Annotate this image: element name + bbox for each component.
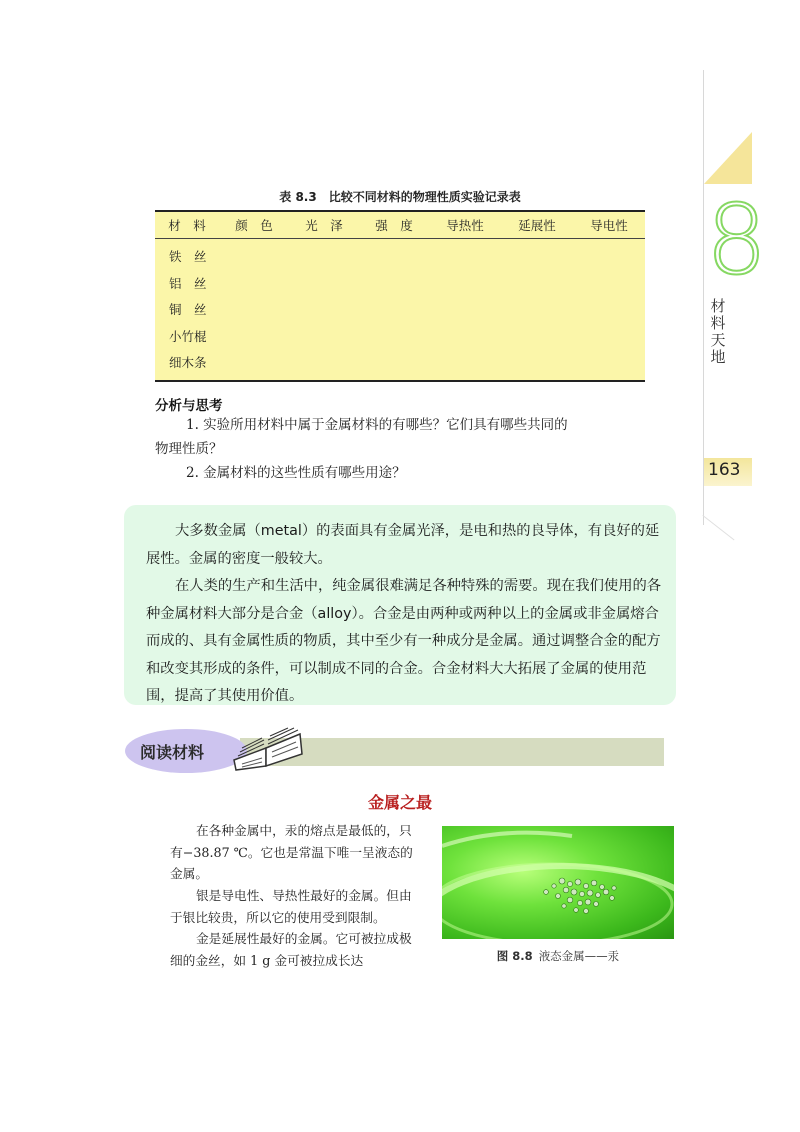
- chapter-number: 8: [706, 184, 768, 296]
- margin-triangle: [704, 132, 752, 184]
- header-cell: 颜 色: [235, 218, 273, 233]
- mercury-photo: [442, 826, 674, 939]
- header-cell: 导电性: [590, 218, 628, 233]
- question-1-line-2: 物理性质？: [155, 441, 223, 457]
- header-cell: 材 料: [168, 218, 206, 233]
- header-cell: 光 泽: [305, 218, 343, 233]
- table-row: 铁 丝: [169, 249, 207, 264]
- table-row: 小竹棍: [169, 328, 207, 344]
- header-cell: 导热性: [446, 218, 484, 233]
- chapter-title: 材料天地: [710, 297, 726, 366]
- summary-paragraph-2: 在人类的生产和生活中，纯金属很难满足各种特殊的需要。现在我们使用的各种金属材料大部分是合金（alloy）。合金是由两种或两种以上的金属或非金属熔合而成的、具有金属性质的物质，其中至少有一种成分是金属。通过调整合金的配方和改变其形成的条件，可以制成不同的合金。合金材料大大拓展了金属的使用范围，提高了其使用价值。: [146, 578, 662, 704]
- table-row: 铜 丝: [169, 302, 207, 318]
- margin-line-corner: [702, 515, 734, 540]
- summary-paragraph-1: 大多数金属（metal）的表面具有金属光泽，是电和热的良导体，有良好的延展性。金属的密度一般较大。: [146, 523, 660, 567]
- question-2: 2. 金属材料的这些性质有哪些用途？: [186, 465, 406, 481]
- page-number: 163: [708, 460, 741, 480]
- table-header-row: [155, 212, 645, 239]
- figure-caption-text: 液态金属——汞: [538, 949, 620, 963]
- question-1-line-1: 1. 实验所用材料中属于金属材料的有哪些？它们具有哪些共同的: [186, 417, 568, 433]
- reading-title: 金属之最: [367, 793, 432, 812]
- table-row: 铝 丝: [169, 275, 207, 291]
- record-table: [155, 210, 645, 382]
- table-body: [155, 239, 645, 380]
- reading-paragraph-1: 在各种金属中，汞的熔点是最低的，只有−38.87 ℃。它也是常温下唯一呈液态的金属。: [170, 823, 413, 881]
- header-cell: 延展性: [518, 218, 556, 233]
- reading-paragraph-2: 银是导电性、导热性最好的金属。但由于银比较贵，所以它的使用受到限制。: [170, 888, 412, 925]
- table-row: 细木条: [169, 355, 207, 371]
- open-book-icon: [228, 722, 308, 774]
- header-cell: 强 度: [375, 218, 413, 233]
- figure-label: 图 8.8: [496, 949, 533, 963]
- reading-paragraph-3: 金是延展性最好的金属。它可被拉成极细的金丝，如 1 g 金可被拉成长达: [170, 931, 412, 968]
- reading-banner-label: 阅读材料: [140, 743, 205, 762]
- analysis-title: 分析与思考: [155, 398, 223, 414]
- figure-caption: [442, 948, 674, 964]
- table-caption: 表 8.3 比较不同材料的物理性质实验记录表: [279, 190, 521, 204]
